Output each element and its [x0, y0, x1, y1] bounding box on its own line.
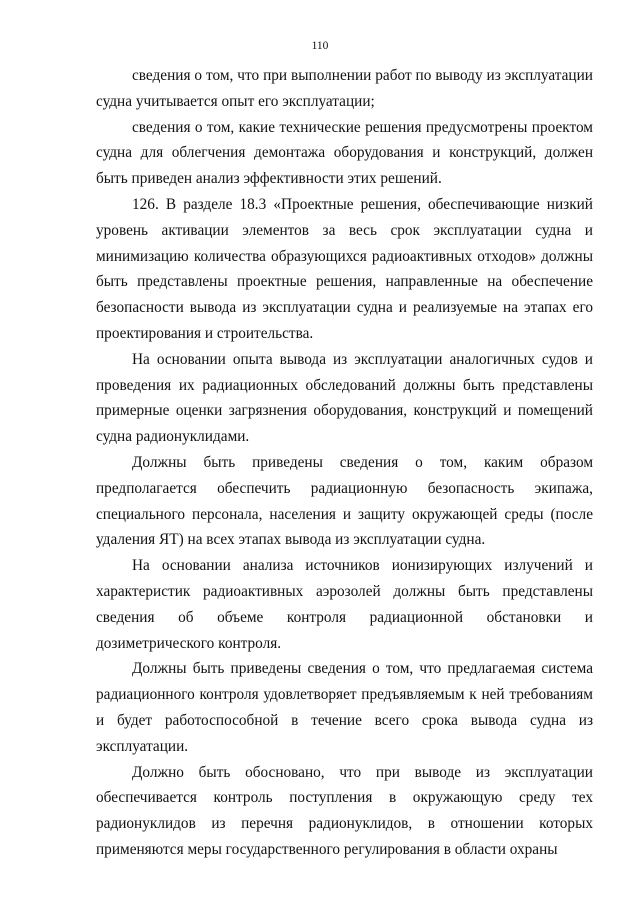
paragraph-8: Должно быть обосновано, что при выводе из эксплуатации обеспечивается контроль поступления в окружающую среду тех радионуклидов из перечня радионуклидов, в отношении которых применяются меры государственного регулирования в области охраны [96, 763, 593, 858]
document-body [96, 63, 593, 863]
paragraph-7: Должны быть приведены сведения о том, что предлагаемая система радиационного контроля удовлетворяет предъявляемым к ней требованиям и будет работоспособной в течение всего срока вывода судна из эксплуатации. [96, 660, 593, 755]
paragraph-3: 126. В разделе 18.3 «Проектные решения, обеспечивающие низкий уровень активации элементов за весь срок эксплуатации судна и минимизацию количества образующихся радиоактивных отходов» должны быть представлены проектные решения, направленные на обеспечение безопасности вывода из эксплуатации судна и реализуемые на этапах его проектирования и строительства. [96, 195, 593, 342]
paragraph-4: На основании опыта вывода из эксплуатации аналогичных судов и проведения их радиационных обследований должны быть представлены примерные оценки загрязнения оборудования, конструкций и помещений судна радионуклидами. [96, 350, 593, 446]
paragraph-2: сведения о том, какие технические решения предусмотрены проектом судна для облегчения демонтажа оборудования и конструкций, должен быть приведен анализ эффективности этих решений. [96, 118, 593, 188]
page-number: 110 [311, 40, 329, 52]
paragraph-5: Должны быть приведены сведения о том, каким образом предполагается обеспечить радиационную безопасность экипажа, специального персонала, населения и защиту окружающей среды (после удаления ЯТ) на всех этапах вывода из эксплуатации судна. [96, 453, 593, 549]
paragraph-6: На основании анализа источников ионизирующих излучений и характеристик радиоактивных аэрозолей должны быть представлены сведения об объеме контроля радиационной обстановки и дозиметрического контроля. [96, 557, 593, 652]
paragraph-1: сведения о том, что при выполнении работ по выводу из эксплуатации судна учитывается опыт его эксплуатации; [96, 67, 593, 110]
